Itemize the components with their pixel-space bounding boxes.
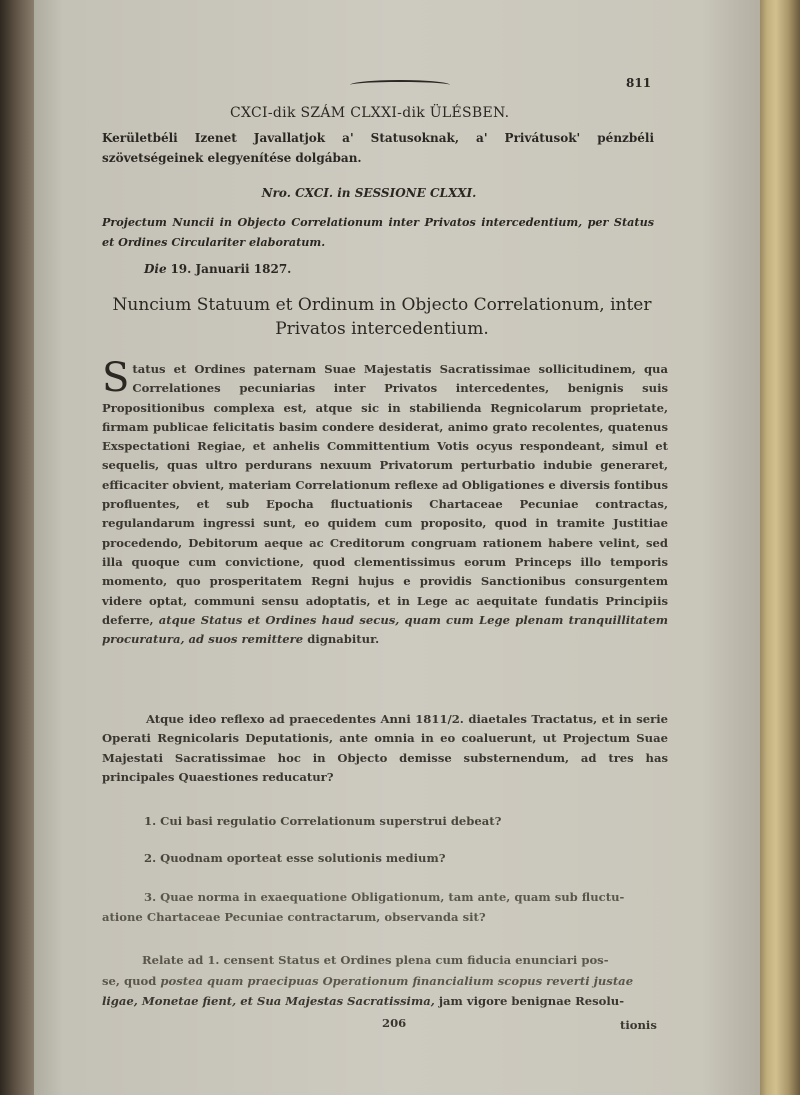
- paragraph-3-line-2b: postea quam praecipuas Operationum financialium scopus reverti justae: [160, 974, 634, 988]
- question-1: 1. Cui basi regulatio Correlationum superstrui debeat?: [144, 814, 502, 828]
- hungarian-subtitle: [102, 128, 654, 168]
- paragraph-3-line-3: [102, 994, 624, 1008]
- page-number: 811: [626, 76, 652, 90]
- page-edges: [760, 0, 800, 1095]
- signature-mark: 206: [382, 1016, 407, 1030]
- paragraph-2-text: Atque ideo reflexo ad praecedentes Anni 1811/2. diaetales Tractatus, et in serie Operati Regnicolaris Deputationis, ante omnia in eo coaluerunt, ut Projectum Suae Majestati Sacratissimae hoc in Objecto demisse substernendum, ad tres has principales Quaestiones reducatur?: [102, 712, 668, 784]
- latin-subtitle-text: Projectum Nuncii in Objecto Correlationum inter Privatos intercedentium, per Status et Ordines Circulariter elaboratum.: [102, 215, 654, 249]
- document-page: [34, 0, 760, 1095]
- paragraph-1-end: dignabitur.: [307, 632, 380, 647]
- paragraph-1-body: tatus et Ordines paternam Suae Majestatis Sacratissimae sollicitudinem, qua Correlationes pecuniarias inter Privatos intercedentes, benignis suis Propositionibus complexa est, atque sic in stabilienda Regnicolarum proprietate, firmam publicae felicitatis basim condere desiderat, animo grato recolentes, quatenus Exspectationi Regiae, et anhelis Committentium Votis ocyus respondeant, simul et sequelis, quas ultro perdurans nexuum Privatorum perturbatio indubie generaret, efficaciter obvient, materiam Correlationum reflexe ad Obligationes e diversis fontibus profluentes, et sub Epocha fluctuationis Chartaceae Pecuniae contractas, regulandarum ingressi sunt, eo quidem cum proposito, quod in tramite Justitiae procedendo, Debitorum aeque ac Creditorum congruam rationem habere velint, sed illa quoque cum convictione, quod clementissimus eorum Princeps illo temporis momento, quo prosperitatem Regni hujus e providis Sanctionibus consurgentem videre optat, communi sensu adoptatis, et in Lege ac aequitate fundatis Principiis deferre,: [102, 362, 668, 627]
- paragraph-1-italic: atque Status et Ordines haud secus, quam cum Lege plenam tranquillitatem procuratura, ad suos remittere: [102, 612, 668, 647]
- paragraph-2: [102, 710, 668, 787]
- paragraph-3-line-2a: se, quod: [102, 974, 157, 988]
- hungarian-subtitle-text: Kerületbéli Izenet Javallatjok a' Statusoknak, a' Privátusok' pénzbéli szövetségeinek elegyenítése dolgában.: [102, 131, 654, 165]
- paragraph-3-line-1: Relate ad 1. censent Status et Ordines plena cum fiducia enunciari pos-: [142, 953, 609, 967]
- date-line: [144, 259, 291, 279]
- paragraph-3-line-2: [102, 974, 633, 988]
- catchword: tionis: [620, 1018, 657, 1032]
- hungarian-heading: CXCI-dik SZÁM CLXXI-dik ÜLÉSBEN.: [230, 105, 510, 121]
- latin-number: Nro. CXCI. in SESSIONE CLXXI.: [261, 186, 477, 200]
- paragraph-3-line-3a: ligae, Monetae fient, et Sua Majestas Sacratissima,: [102, 994, 435, 1008]
- main-title: Nuncium Statuum et Ordinum in Objecto Correlationum, inter Privatos intercedentium.: [112, 295, 652, 339]
- paragraph-1: [102, 355, 668, 649]
- question-3-line-2: atione Chartaceae Pecuniae contractarum, observanda sit?: [102, 910, 486, 924]
- drop-cap: S: [102, 355, 130, 401]
- question-3-line-1: 3. Quae norma in exaequatione Obligationum, tam ante, quam sub fluctu-: [144, 890, 625, 904]
- date-prefix: Die: [144, 262, 167, 276]
- question-2: 2. Quodnam oporteat esse solutionis medium?: [144, 851, 446, 865]
- header-ornament: [350, 80, 450, 90]
- date-value: 19. Januarii 1827.: [170, 262, 292, 276]
- paragraph-3-line-3b: jam vigore benignae Resolu-: [438, 994, 625, 1008]
- latin-subtitle: [102, 212, 654, 252]
- book-binding-shadow: [0, 0, 34, 1095]
